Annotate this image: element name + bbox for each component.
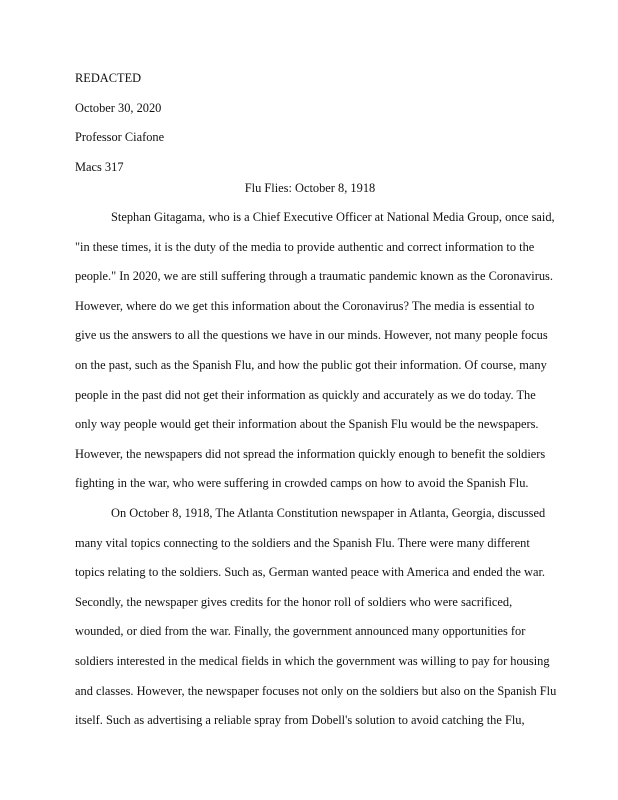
course-name: Macs 317 [75,160,124,175]
paragraph-line: many vital topics connecting to the soldiers and the Spanish Flu. There were many different [75,535,530,550]
paragraph-line: on the past, such as the Spanish Flu, and how the public got their information. Of course, many [75,357,547,372]
paragraph-line: topics relating to the soldiers. Such as, German wanted peace with America and ended the war. [75,565,546,580]
author-name: REDACTED [75,71,142,85]
paragraph-line: However, where do we get this information about the Coronavirus? The media is essential to [75,298,535,313]
paragraph-line: However, the newspapers did not spread the information quickly enough to benefit the soldiers [75,446,546,461]
paragraph-line: fighting in the war, who were suffering in crowded camps on how to avoid the Spanish Flu. [75,476,529,491]
paragraph-line: Stephan Gitagama, who is a Chief Executive Officer at National Media Group, once said, [111,210,555,224]
paragraph-line: only way people would get their information about the Spanish Flu would be the newspapers. [75,417,539,432]
paragraph-line: "in these times, it is the duty of the media to provide authentic and correct information to the [75,239,535,254]
paragraph-line: Secondly, the newspaper gives credits for the honor roll of soldiers who were sacrificed, [75,594,513,609]
paragraph-line: soldiers interested in the medical fields in which the government was willing to pay for housing [75,653,550,668]
paragraph-line: people." In 2020, we are still suffering through a traumatic pandemic known as the Coronavirus. [75,269,553,284]
essay-date: October 30, 2020 [75,100,162,115]
paragraph-1 [75,203,555,499]
paragraph-line: itself. Such as advertising a reliable spray from Dobell's solution to avoid catching the Flu, [75,713,525,728]
paragraph-line: and classes. However, the newspaper focuses not only on the soldiers but also on the Spanish Flu [75,683,557,698]
paragraph-2 [75,499,557,736]
essay-title: Flu Flies: October 8, 1918 [244,181,376,195]
paragraph-line: give us the answers to all the questions we have in our minds. However, not many people focus [75,328,548,343]
essay-header [75,71,545,190]
professor-name: Professor Ciafone [75,130,165,145]
paragraph-line: people in the past did not get their information as quickly and accurately as we do today. The [75,387,536,402]
essay-body [75,203,557,736]
paragraph-line: wounded, or died from the war. Finally, the government announced many opportunities for [75,624,526,639]
paragraph-line: On October 8, 1918, The Atlanta Constitution newspaper in Atlanta, Georgia, discussed [111,505,546,520]
